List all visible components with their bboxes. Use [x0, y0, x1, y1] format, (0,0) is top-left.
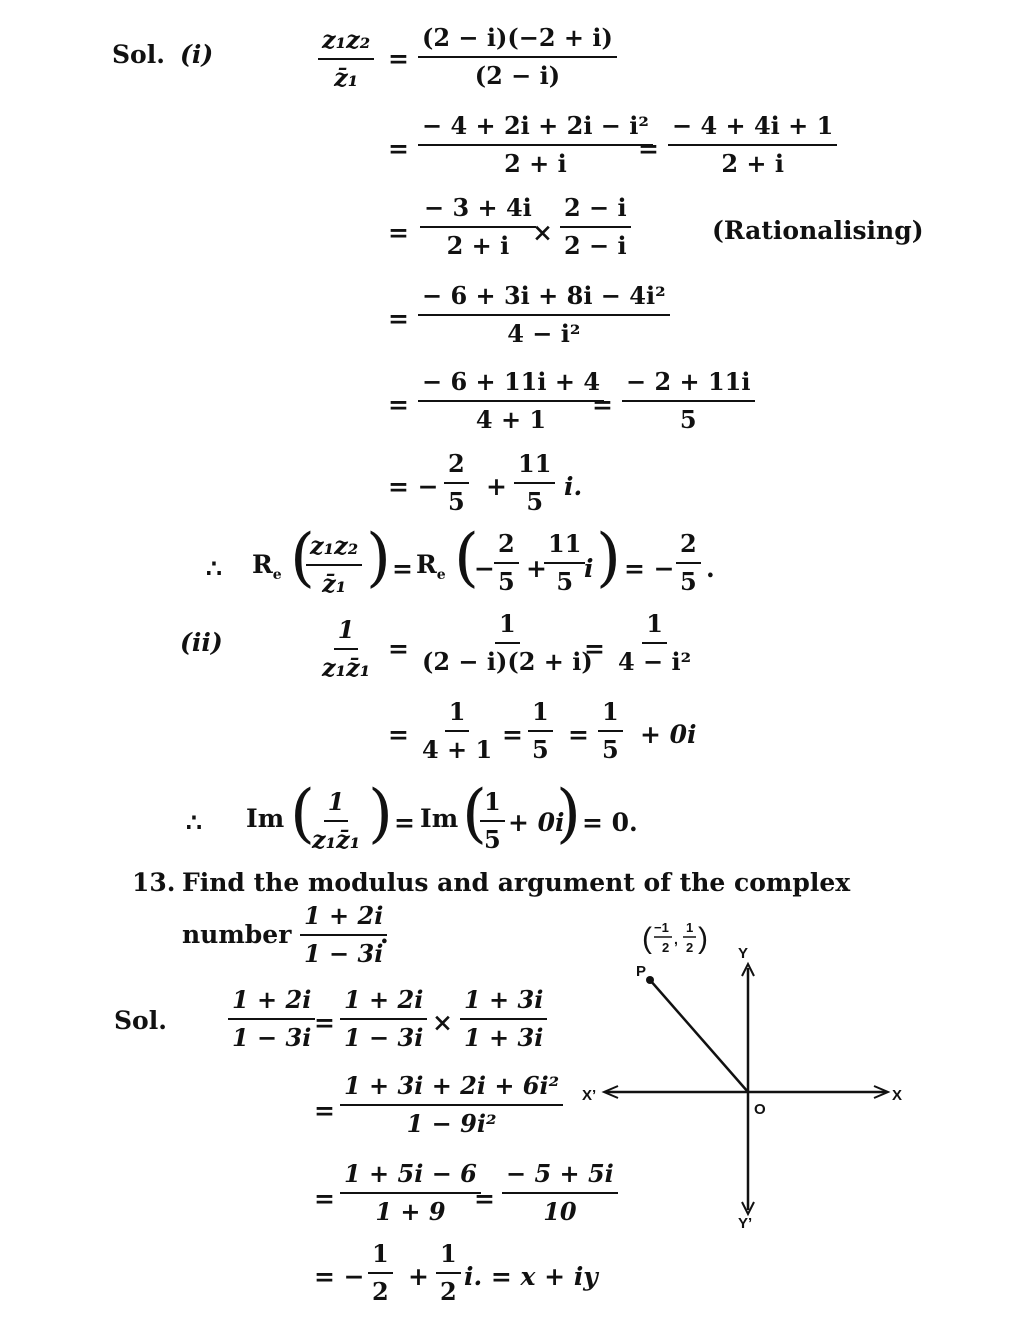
equals-sign: =: [388, 44, 409, 73]
x-axis-label: X: [892, 1087, 903, 1104]
coord-x-numerator: −1: [654, 920, 669, 935]
real-part-label: $R_e$: [252, 550, 282, 583]
times-sign: ×: [532, 218, 553, 247]
equals-sign: =: [584, 634, 605, 663]
equals-sign: =: [388, 720, 409, 749]
right-paren: ): [556, 777, 581, 851]
equals-sign: =: [388, 390, 409, 419]
fraction-sol13-step2a: $\frac{1 + 5i - 6}{1 + 9}$: [340, 1162, 481, 1224]
equals-sign: =: [394, 808, 415, 837]
fraction-step-7b: $\frac{1}{\text{4 − i²}}$: [618, 609, 692, 676]
coord-x-denominator: 2: [662, 940, 670, 955]
plus-sign: +: [526, 554, 547, 583]
fraction-step-2a: $\frac{- 3 + 4i}{2 + i}$: [420, 196, 536, 258]
fraction-2-over-5: $\frac{2}{5}$: [444, 452, 469, 514]
fraction-11-over-5: $\frac{11}{5}$: [544, 532, 585, 594]
left-paren: (: [290, 777, 315, 851]
therefore-sign: ∴: [186, 808, 202, 837]
coord-comma: ,: [674, 931, 678, 947]
fraction-1-over-5: $\frac{1}{5}$: [480, 790, 505, 852]
question-text: Find the modulus and argument of the complex: [182, 868, 851, 897]
right-paren: ): [368, 777, 393, 851]
plus-sign: +: [408, 1262, 429, 1291]
sol-label: Sol.: [114, 1006, 167, 1035]
real-part-label: $R_e$: [416, 550, 446, 583]
y-neg-axis-label: Y’: [738, 1215, 753, 1232]
times-sign: ×: [432, 1008, 453, 1037]
fraction-1plus2i-over-1minus3i: $\frac{1 + 2i}{1 - 3i}$: [300, 904, 387, 966]
fraction-step-4a: $\frac{- 6 + 11i + 4}{4 + 1}$: [418, 370, 604, 432]
period: .: [380, 920, 389, 949]
fraction-1-over-4plus1: $\frac{1}{4 + 1}$: [422, 697, 493, 764]
part-ii-label: (ii): [180, 628, 223, 657]
equals-minus: = −: [388, 472, 439, 501]
coord-y-numerator: 1: [686, 920, 694, 935]
equals-sign: =: [388, 304, 409, 333]
coord-right-paren: ): [698, 922, 708, 955]
fraction-z1z2-over-z1bar: $\frac{\text{z₁z₂}}{\text{z̄₁}}$: [306, 534, 362, 596]
plus-sign: +: [486, 472, 507, 501]
imaginary-unit: i: [584, 554, 594, 583]
fraction-11-over-5: $\frac{11}{5}$: [514, 452, 555, 514]
fraction-1-over-2: $\frac{1}{2}$: [368, 1242, 393, 1304]
fraction-step-1b: $\frac{- 4 + 4i + 1}{2 + i}$: [668, 114, 837, 176]
question-number: 13.: [132, 868, 176, 897]
fraction-1-over-5: $\frac{1}{5}$: [598, 700, 623, 762]
question-text-number: number: [182, 920, 292, 949]
fraction-1-over-z1z1bar: $\frac{1}{\text{z₁z̄₁}}$: [312, 787, 361, 854]
fraction-sol13-step2b: $\frac{- 5 + 5i}{10}$: [502, 1162, 618, 1224]
imaginary-unit: i.: [564, 472, 583, 501]
equals-sign: =: [314, 1008, 335, 1037]
plus-zero-i: + 0i: [508, 808, 565, 837]
fraction-step-4b: $\frac{- 2 + 11i}{5}$: [622, 370, 755, 432]
point-label: P: [636, 963, 647, 980]
therefore-sign: ∴: [206, 554, 222, 583]
origin-label: O: [754, 1101, 766, 1118]
fraction-step-1a: $\frac{\text{− 4 + 2i + 2i − i²}}{2 + i}$: [418, 114, 653, 176]
minus-sign: −: [474, 554, 495, 583]
right-paren: ): [366, 521, 391, 595]
imaginary-part-label: Im: [246, 804, 285, 833]
fraction-1plus2i-over-1minus3i: $\frac{1 + 2i}{1 - 3i}$: [340, 988, 427, 1050]
fraction-z1z2-over-z1bar: $\frac{\text{z₁z₂}}{\text{z̄₁}}$: [318, 28, 374, 90]
equals-sign: =: [392, 554, 413, 583]
coord-y-denominator: 2: [686, 940, 694, 955]
fraction-1plus2i-over-1minus3i: $\frac{1 + 2i}{1 - 3i}$: [228, 988, 315, 1050]
coord-left-paren: (: [642, 922, 652, 955]
left-paren: (: [462, 777, 487, 851]
rationalising-note: (Rationalising): [712, 216, 924, 245]
x-neg-axis-label: X’: [582, 1087, 597, 1104]
imaginary-part-label: Im: [420, 804, 459, 833]
equals-sign: =: [314, 1184, 335, 1213]
fraction-1plus3i-over-1plus3i: $\frac{1 + 3i}{1 + 3i}$: [460, 988, 547, 1050]
fraction-step-0: $\frac{(2 - i)(-2 + i)}{(2 - i)}$: [418, 26, 617, 88]
equals-minus: = −: [314, 1262, 365, 1291]
equals-sign: =: [388, 634, 409, 663]
equals-sign: =: [474, 1184, 495, 1213]
fraction-2-over-5: $\frac{2}{5}$: [494, 532, 519, 594]
result-x-plus-iy: i. = x + iy: [464, 1262, 598, 1291]
left-paren: (: [290, 521, 315, 595]
equals-sign: =: [638, 134, 659, 163]
sol-label: Sol.: [112, 40, 165, 69]
equals-minus: = −: [624, 554, 675, 583]
argand-diagram: [570, 910, 916, 1240]
line-op: [650, 980, 748, 1092]
part-i-label: (i): [180, 40, 214, 69]
fraction-sol13-step1: $\frac{\text{1 + 3i + 2i + 6i²}}{\text{1 − 9i²}}$: [340, 1074, 563, 1136]
left-paren: (: [454, 521, 479, 595]
fraction-step-3: $\frac{\text{− 6 + 3i + 8i − 4i²}}{\text{4 − i²}}$: [418, 284, 670, 346]
equals-sign: =: [502, 720, 523, 749]
equals-sign: =: [568, 720, 589, 749]
equals-sign: =: [388, 134, 409, 163]
fraction-step-7a: $\frac{1}{(2 - i)(2 + i)}$: [422, 609, 593, 676]
right-paren: ): [596, 521, 621, 595]
fraction-step-2b: $\frac{2 - i}{2 - i}$: [560, 196, 631, 258]
equals-sign: =: [388, 218, 409, 247]
fraction-2-over-5: $\frac{2}{5}$: [676, 532, 701, 594]
equals-sign: =: [314, 1096, 335, 1125]
fraction-1-over-z1z1bar: $\frac{1}{\text{z₁z̄₁}}$: [322, 615, 371, 682]
period: .: [706, 554, 715, 583]
equals-sign: =: [592, 390, 613, 419]
fraction-1-over-2: $\frac{1}{2}$: [436, 1242, 461, 1304]
result-zero: = 0.: [582, 808, 638, 837]
fraction-1-over-5: $\frac{1}{5}$: [528, 700, 553, 762]
plus-zero-i: + 0i: [640, 720, 697, 749]
y-axis-label: Y: [738, 945, 749, 962]
